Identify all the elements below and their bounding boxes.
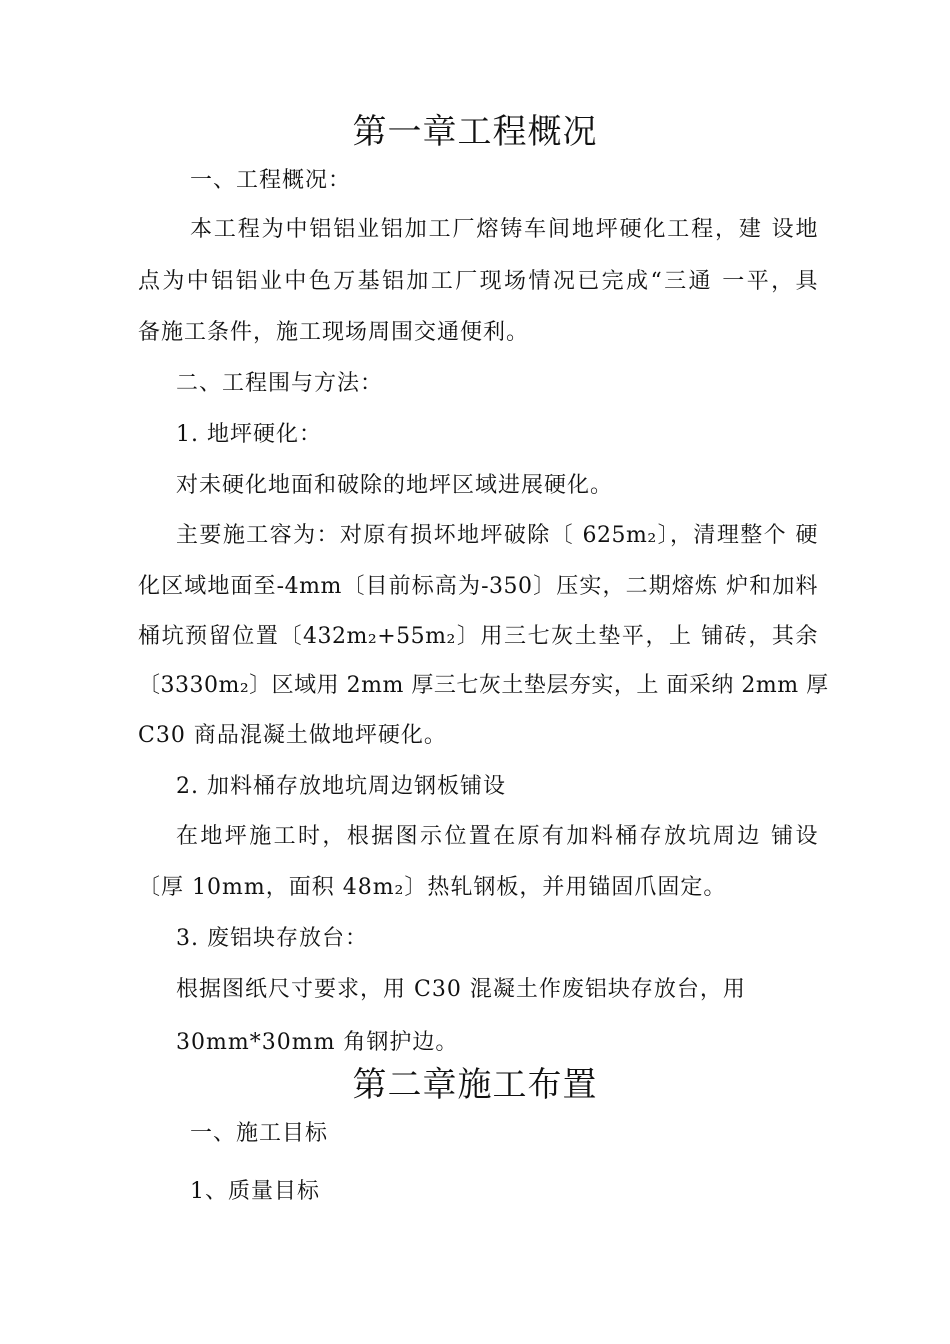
item-1-line: 对未硬化地面和破除的地坪区域进展硬化。 — [176, 473, 614, 498]
item-2-para-line-2: 〔厚 10mm，面积 48m₂〕热轧钢板，并用锚固爪固定。 — [138, 875, 727, 900]
item-3-heading: 3. 废铝块存放台： — [176, 926, 368, 951]
item-quality-target: 1、质量目标 — [190, 1179, 320, 1204]
item-1-para-line-2: 化区域地面至-4mm〔目前标高为-350〕压实，二期熔炼 炉和加料 — [138, 574, 818, 599]
section-heading-scope: 二、工程围与方法： — [176, 371, 384, 396]
item-1-para-line-4: 〔3330m₂〕区域用 2mm 厚三七灰土垫层夯实，上 面采纳 2mm 厚 — [138, 673, 829, 698]
overview-para-line-3: 备施工条件，施工现场周围交通便利。 — [138, 320, 530, 345]
overview-para-line-2: 点为中铝铝业中色万基铝加工厂现场情况已完成“三通 一平，具 — [138, 269, 818, 294]
item-2-para-line-1: 在地坪施工时，根据图示位置在原有加料桶存放坑周边 铺设 — [176, 824, 818, 849]
section-heading-targets: 一、施工目标 — [190, 1121, 329, 1146]
chapter-1-title: 第一章工程概况 — [352, 112, 598, 152]
item-2-heading: 2. 加料桶存放地坑周边钢板铺设 — [176, 774, 506, 799]
item-3-para-line-1: 根据图纸尺寸要求，用 C30 混凝土作废铝块存放台，用 — [176, 977, 746, 1002]
item-1-para-line-1: 主要施工容为：对原有损坏地坪破除〔 625m₂〕，清理整个 硬 — [176, 523, 818, 548]
chapter-2-title: 第二章施工布置 — [352, 1065, 598, 1105]
overview-para-line-1: 本工程为中铝铝业铝加工厂熔铸车间地坪硬化工程，建 设地 — [190, 217, 818, 242]
item-1-para-line-3: 桶坑预留位置〔432m₂+55m₂〕用三七灰土垫平，上 铺砖，其余 — [138, 624, 818, 649]
item-1-para-line-5: C30 商品混凝土做地坪硬化。 — [138, 723, 447, 748]
item-1-heading: 1. 地坪硬化： — [176, 422, 322, 447]
section-heading-overview: 一、工程概况： — [190, 168, 352, 193]
item-3-para-line-2: 30mm*30mm 角钢护边。 — [176, 1030, 459, 1055]
